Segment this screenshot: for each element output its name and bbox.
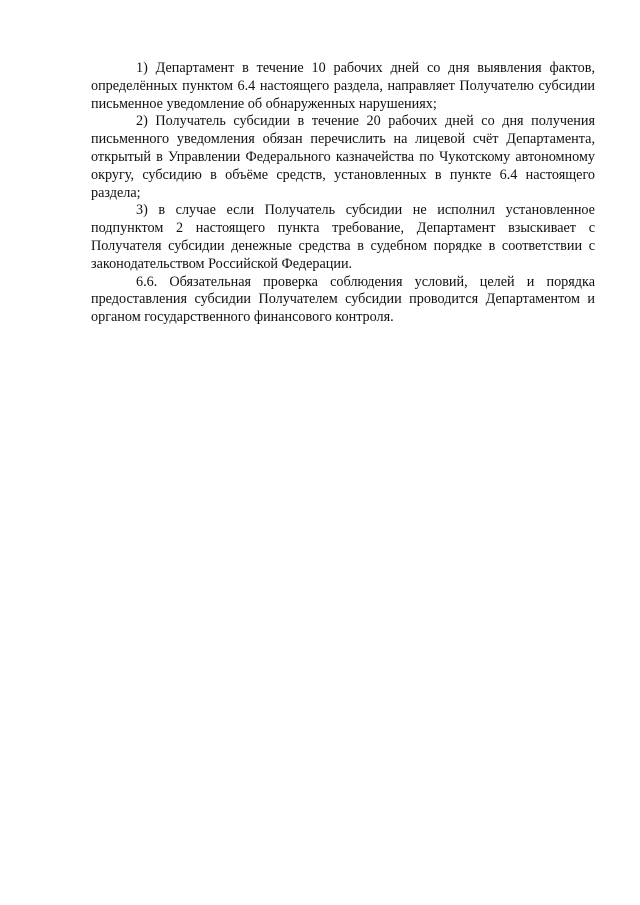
paragraph-item-3: 3) в случае если Получатель субсидии не исполнил установленное подпунктом 2 настоящего пункта требование, Департамент взыскивает с Получателя субсидии денежные средства в судебном порядке в соответствии с законодательством Российской Федерации. [91,202,595,272]
paragraph-section-6-6: 6.6. Обязательная проверка соблюдения условий, целей и порядка предоставления субсидии Получателем субсидии проводится Департаментом и органом государственного финансового контроля. [91,273,595,326]
paragraph-item-1: 1) Департамент в течение 10 рабочих дней со дня выявления фактов, определённых пунктом 6.4 настоящего раздела, направляет Получателю субсидии письменное уведомление об обнаруженных нарушениях; [91,60,595,112]
document-body [91,60,595,327]
paragraph-item-2: 2) Получатель субсидии в течение 20 рабочих дней со дня получения письменного уведомления обязан перечислить на лицевой счёт Департамента, открытый в Управлении Федерального казначейства по Чукотскому автономному округу, субсидию в объёме средств, установленных в пункте 6.4 настоящего раздела; [91,113,595,201]
